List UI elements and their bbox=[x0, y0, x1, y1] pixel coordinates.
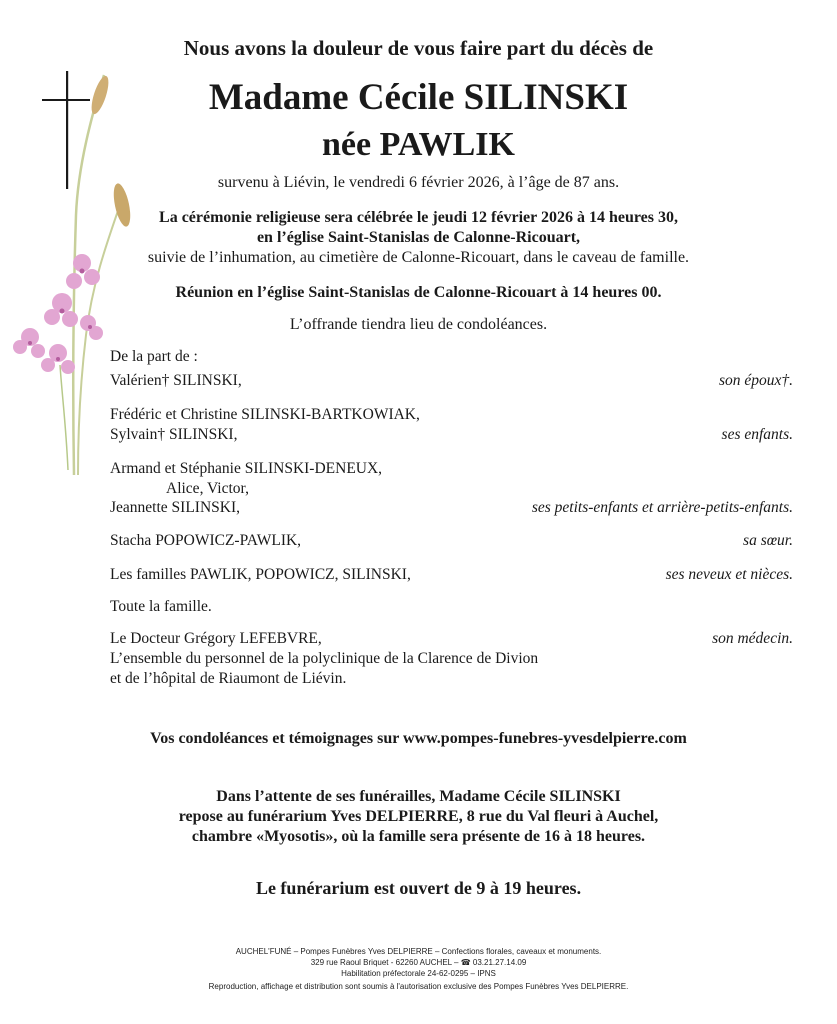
deceased-name: Madame Cécile SILINSKI bbox=[208, 77, 629, 118]
funerarium-hours: Le funérarium est ouvert de 9 à 19 heures. bbox=[255, 878, 582, 898]
family-line: Toute la famille. bbox=[110, 598, 212, 615]
footer-company: AUCHEL'FUNÉ – Pompes Funèbres Yves DELPIERRE – Confections florales, caveaux et monuments. bbox=[235, 947, 602, 956]
ceremony-line-2: en l’église Saint-Stanislas de Calonne-Ricouart, bbox=[256, 229, 581, 246]
family-role: ses neveux et nièces. bbox=[665, 566, 793, 583]
family-line: Le Docteur Grégory LEFEBVRE, bbox=[110, 630, 322, 647]
death-notice: survenu à Liévin, le vendredi 6 février 2026, à l’âge de 87 ans. bbox=[217, 174, 620, 191]
funerarium-line-3: chambre «Myosotis», où la famille sera présente de 16 à 18 heures. bbox=[191, 828, 646, 845]
telephone-icon: ☎ bbox=[460, 958, 473, 967]
maiden-name: née PAWLIK bbox=[322, 126, 515, 163]
family-line: et de l’hôpital de Riaumont de Liévin. bbox=[110, 670, 347, 687]
footer-phone: 03.21.27.14.09 bbox=[472, 958, 527, 967]
family-line: Les familles PAWLIK, POPOWICZ, SILINSKI, bbox=[110, 566, 411, 583]
family-intro: De la part de : bbox=[110, 348, 198, 365]
ceremony-line-3: suivie de l’inhumation, au cimetière de Calonne-Ricouart, dans le caveau de famille. bbox=[147, 249, 690, 266]
ceremony-line-1: La cérémonie religieuse sera célébrée le jeudi 12 février 2026 à 14 heures 30, bbox=[159, 209, 678, 226]
footer-license: Habilitation préfectorale 24-62-0295 – IPNS bbox=[341, 969, 496, 978]
family-role: ses enfants. bbox=[721, 426, 793, 443]
family-line: Alice, Victor, bbox=[166, 480, 249, 497]
family-line: Sylvain† SILINSKI, bbox=[110, 426, 238, 443]
family-line: L’ensemble du personnel de la polyclinique de la Clarence de Divion bbox=[110, 650, 539, 667]
funerarium-line-2: repose au funérarium Yves DELPIERRE, 8 rue du Val fleuri à Auchel, bbox=[178, 808, 659, 825]
family-line: Jeannette SILINSKI, bbox=[110, 499, 240, 516]
family-line: Frédéric et Christine SILINSKI-BARTKOWIAK, bbox=[110, 406, 420, 423]
footer-address bbox=[0, 958, 837, 967]
funerarium-line-1: Dans l’attente de ses funérailles, Madame Cécile SILINSKI bbox=[216, 788, 621, 805]
intro-text: Nous avons la douleur de vous faire part du décès de bbox=[183, 36, 654, 60]
offering-text: L’offrande tiendra lieu de condoléances. bbox=[289, 316, 548, 333]
family-line: Stacha POPOWICZ-PAWLIK, bbox=[110, 532, 302, 549]
footer-rights: Reproduction, affichage et distribution sont soumis à l'autorisation exclusive des Pompes Funèbres Yves DELPIERRE. bbox=[208, 982, 629, 991]
family-role: son médecin. bbox=[712, 630, 793, 647]
family-line: Armand et Stéphanie SILINSKI-DENEUX, bbox=[110, 460, 383, 477]
reunion-text: Réunion en l’église Saint-Stanislas de Calonne-Ricouart à 14 heures 00. bbox=[175, 284, 662, 301]
family-line: Valérien† SILINSKI, bbox=[110, 372, 242, 389]
condolences-link[interactable]: Vos condoléances et témoignages sur www.pompes-funebres-yvesdelpierre.com bbox=[150, 730, 687, 747]
family-role: sa sœur. bbox=[743, 532, 793, 549]
family-role: ses petits-enfants et arrière-petits-enfants. bbox=[531, 499, 793, 516]
footer-address-text: 329 rue Raoul Briquet - 62260 AUCHEL – bbox=[310, 958, 461, 967]
family-role: son époux†. bbox=[718, 372, 793, 389]
